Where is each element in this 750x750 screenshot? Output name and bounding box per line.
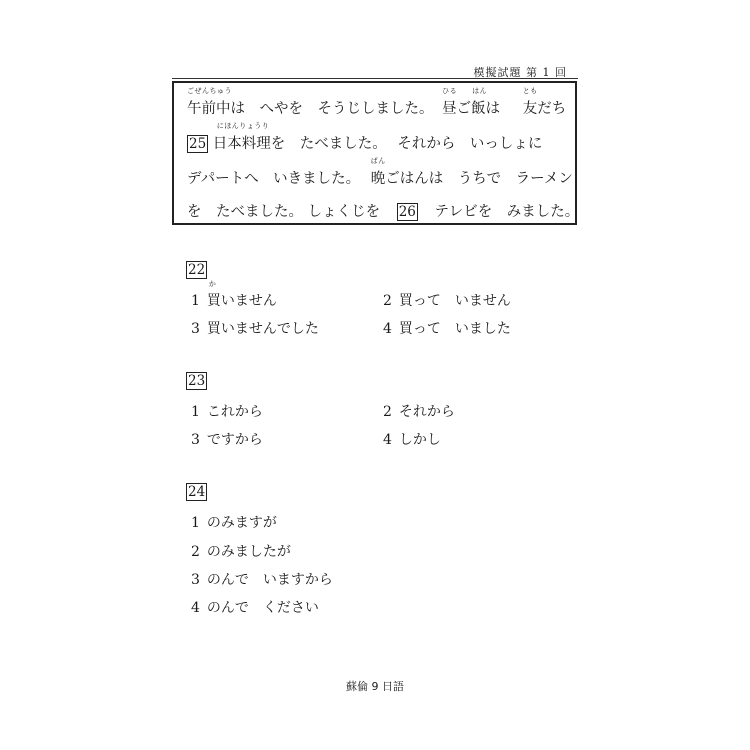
passage-line-4: を たべました。 しょくじを 26 テレビを みました。 [187, 204, 580, 220]
option-24-1[interactable]: 1 のみますが [191, 515, 277, 531]
word-bangohan: ばん 晩ごはんは うちで ラーメン [370, 157, 573, 187]
reading-passage [172, 81, 580, 225]
passage-line-3: デパートへ いきました。 ばん 晩ごはんは うちで ラーメン [187, 157, 573, 187]
passage-line-2: 25 にほんりょうり 日本料理を たべました。 それから いっしょに [189, 122, 543, 152]
word-hirugohan: ひる はん 昼ご飯は [442, 87, 501, 117]
question-number-24: 24 [188, 484, 206, 500]
word-tomodachi: とも 友だち [522, 87, 567, 117]
option-22-2[interactable]: 2 買って いません [383, 293, 511, 309]
furigana: か [208, 280, 217, 288]
option-23-2[interactable]: 2 それから [383, 404, 455, 420]
page-footer: 蘇倫 9 日語 [346, 680, 404, 693]
option-23-1[interactable]: 1 これから [191, 404, 263, 420]
furigana: ひる [442, 87, 458, 95]
furigana: ごぜんちゅう [187, 87, 232, 95]
option-24-3[interactable]: 3 のんで いますから [191, 572, 333, 588]
blank-25: 25 [189, 136, 207, 152]
option-23-4[interactable]: 4 しかし [383, 432, 441, 448]
word-nihonryouri: にほんりょうり 日本料理を たべました。 [212, 122, 387, 152]
question-number-22: 22 [188, 262, 206, 278]
word-gozenchuu: ごぜんちゅう 午前中は へやを そうじしました。 [187, 87, 434, 117]
page-header-title: 模擬試題 第 1 回 [473, 66, 567, 79]
option-22-3[interactable]: 3 買いませんでした [191, 321, 319, 337]
furigana: はん [472, 87, 488, 95]
furigana: とも [522, 87, 538, 95]
header-rule [172, 78, 578, 79]
blank-26: 26 [398, 204, 416, 220]
furigana: にほんりょうり [216, 122, 270, 130]
question-number-23: 23 [188, 373, 206, 389]
option-24-4[interactable]: 4 のんで ください [191, 600, 319, 616]
option-23-3[interactable]: 3 ですから [191, 432, 263, 448]
furigana: ばん [370, 157, 386, 165]
option-24-2[interactable]: 2 のみましたが [191, 544, 291, 560]
option-22-4[interactable]: 4 買って いました [383, 321, 511, 337]
passage-line-1 [187, 87, 567, 118]
option-22-1[interactable]: 1 か 買いません [191, 280, 277, 309]
